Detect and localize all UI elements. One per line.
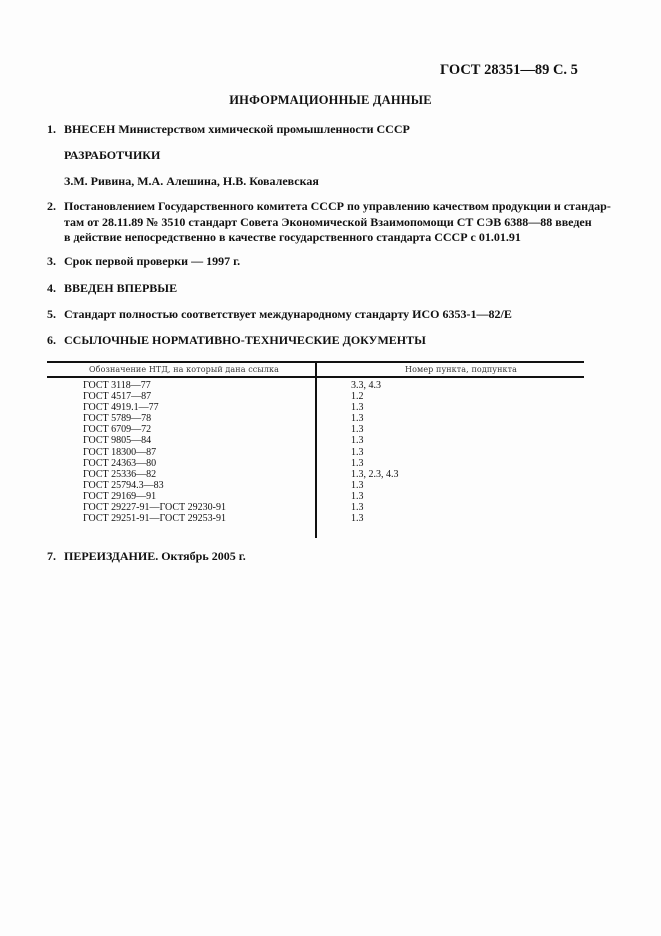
table-cell-clause: 1.3 <box>351 402 364 414</box>
item-number: 1. <box>47 122 56 136</box>
table-cell-document: ГОСТ 5789—78 <box>83 413 152 425</box>
item-3 <box>47 254 240 269</box>
item-text: ССЫЛОЧНЫЕ НОРМАТИВНО-ТЕХНИЧЕСКИЕ ДОКУМЕНТЫ <box>64 333 426 347</box>
table-cell-document: ГОСТ 4517—87 <box>83 391 152 403</box>
item-number: 4. <box>47 281 56 295</box>
page-title: ИНФОРМАЦИОННЫЕ ДАННЫЕ <box>229 93 432 107</box>
item-lead: ВНЕСЕН <box>64 122 116 136</box>
table-cell-clause: 1.3 <box>351 457 364 469</box>
table-column-divider <box>315 361 317 538</box>
table-cell-document: ГОСТ 25794.3—83 <box>83 479 164 491</box>
page-header: ГОСТ 28351—89 С. 5 <box>440 62 578 78</box>
item-5 <box>47 307 512 322</box>
table-cell-clause: 1.3 <box>351 479 364 491</box>
item-2-line-1: Постановлением Государственного комитета СССР по управлению качеством продукции и стандар- <box>64 199 611 213</box>
item-2 <box>47 199 611 246</box>
item-1 <box>47 122 410 137</box>
item-text: Министерством химической промышленности СССР <box>115 122 410 136</box>
table-cell-clause: 1.3 <box>351 513 364 525</box>
item-number: 2. <box>47 199 56 213</box>
table-cell-clause: 1.3 <box>351 490 364 502</box>
table-cell-clause: 1.3 <box>351 435 364 447</box>
item-2-line-2: там от 28.11.89 № 3510 стандарт Совета Экономической Взаимопомощи СТ СЭВ 6388—88 введен <box>64 214 592 229</box>
table-cell-clause: 3.3, 4.3 <box>351 380 381 391</box>
table-cell-document: ГОСТ 29169—91 <box>83 490 157 502</box>
item-number: 6. <box>47 333 56 347</box>
item-number: 5. <box>47 307 56 321</box>
table-cell-clause: 1.3 <box>351 424 364 436</box>
item-6 <box>47 333 426 348</box>
table-cell-clause: 1.2 <box>351 391 364 403</box>
developers-label: РАЗРАБОТЧИКИ <box>64 148 161 162</box>
table-cell-document: ГОСТ 18300—87 <box>83 446 157 458</box>
table-header-document: Обозначение НТД, на который дана ссылка <box>89 365 280 374</box>
item-number: 7. <box>47 549 56 563</box>
table-cell-document: ГОСТ 29251-91—ГОСТ 29253-91 <box>83 513 226 525</box>
references-table <box>47 361 584 538</box>
table-cell-document: ГОСТ 3118—77 <box>83 380 151 391</box>
table-cell-document: ГОСТ 25336—82 <box>83 468 157 480</box>
table-cell-clause: 1.3, 2.3, 4.3 <box>351 468 399 480</box>
item-number: 3. <box>47 254 56 268</box>
table-cell-clause: 1.3 <box>351 446 364 458</box>
developers-list: З.М. Ривина, М.А. Алешина, Н.В. Ковалевская <box>64 174 319 188</box>
table-cell-document: ГОСТ 6709—72 <box>83 424 152 436</box>
table-cell-document: ГОСТ 29227-91—ГОСТ 29230-91 <box>83 502 226 514</box>
table-cell-document: ГОСТ 4919.1—77 <box>83 402 159 414</box>
table-column-documents <box>83 380 226 524</box>
table-cell-clause: 1.3 <box>351 502 364 514</box>
item-text: Срок первой проверки — 1997 г. <box>64 254 241 268</box>
item-text: ПЕРЕИЗДАНИЕ. Октябрь 2005 г. <box>64 549 246 563</box>
table-column-clauses <box>351 380 399 524</box>
table-header-clause: Номер пункта, подпункта <box>405 365 518 374</box>
table-cell-document: ГОСТ 9805—84 <box>83 435 152 447</box>
item-2-line-3: в действие непосредственно в качестве государственного стандарта СССР с 01.01.91 <box>64 230 521 244</box>
item-7 <box>47 549 246 564</box>
item-text: ВВЕДЕН ВПЕРВЫЕ <box>64 281 178 295</box>
table-cell-document: ГОСТ 24363—80 <box>83 457 157 469</box>
item-text: Стандарт полностью соответствует международному стандарту ИСО 6353-1—82/Е <box>64 307 512 321</box>
table-cell-clause: 1.3 <box>351 413 364 425</box>
item-4 <box>47 281 177 296</box>
